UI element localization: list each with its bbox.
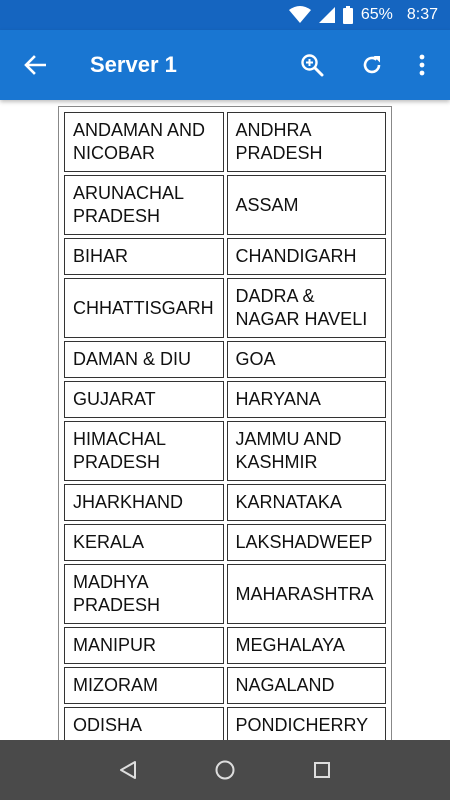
state-cell[interactable]: LAKSHADWEEP <box>227 524 387 561</box>
table-row <box>64 421 386 481</box>
state-cell[interactable]: ANDHRA PRADESH <box>227 112 387 172</box>
state-cell[interactable]: CHHATTISGARH <box>64 278 224 338</box>
table-row <box>64 564 386 624</box>
more-vert-icon <box>419 54 425 76</box>
state-cell[interactable]: JHARKHAND <box>64 484 224 521</box>
table-row <box>64 381 386 418</box>
state-cell[interactable]: MANIPUR <box>64 627 224 664</box>
table-row <box>64 238 386 275</box>
state-cell[interactable]: MEGHALAYA <box>227 627 387 664</box>
wifi-icon <box>289 6 311 24</box>
state-cell[interactable]: HARYANA <box>227 381 387 418</box>
state-cell[interactable]: GUJARAT <box>64 381 224 418</box>
back-button[interactable] <box>0 30 70 100</box>
back-nav-button[interactable] <box>108 750 148 790</box>
state-cell[interactable]: GOA <box>227 341 387 378</box>
table-row <box>64 524 386 561</box>
table-row <box>64 627 386 664</box>
home-nav-button[interactable] <box>205 750 245 790</box>
table-row <box>64 484 386 521</box>
content-area[interactable] <box>0 100 450 740</box>
table-row <box>64 341 386 378</box>
table-row <box>64 707 386 740</box>
state-cell[interactable]: HIMACHAL PRADESH <box>64 421 224 481</box>
page-title: Server 1 <box>90 52 177 77</box>
state-cell[interactable]: BIHAR <box>64 238 224 275</box>
status-bar <box>0 0 450 30</box>
state-cell[interactable]: MADHYA PRADESH <box>64 564 224 624</box>
signal-icon <box>319 7 335 23</box>
table-row <box>64 112 386 172</box>
state-cell[interactable]: MAHARASHTRA <box>227 564 387 624</box>
refresh-button[interactable] <box>342 30 402 100</box>
state-cell[interactable]: ARUNACHAL PRADESH <box>64 175 224 235</box>
triangle-back-icon <box>119 760 137 780</box>
table-row <box>64 278 386 338</box>
refresh-icon <box>360 53 384 77</box>
navigation-bar <box>0 740 450 800</box>
state-cell[interactable]: KERALA <box>64 524 224 561</box>
table-row <box>64 667 386 704</box>
arrow-back-icon <box>24 55 46 75</box>
zoom-in-icon <box>300 53 324 77</box>
table-row <box>64 175 386 235</box>
state-cell[interactable]: ODISHA <box>64 707 224 740</box>
state-cell[interactable]: DADRA & NAGAR HAVELI <box>227 278 387 338</box>
state-cell[interactable]: ANDAMAN AND NICOBAR <box>64 112 224 172</box>
battery-icon <box>343 6 353 24</box>
state-cell[interactable]: KARNATAKA <box>227 484 387 521</box>
state-cell[interactable]: NAGALAND <box>227 667 387 704</box>
state-cell[interactable]: MIZORAM <box>64 667 224 704</box>
app-bar <box>0 30 450 100</box>
zoom-button[interactable] <box>282 30 342 100</box>
state-table-body <box>64 112 386 740</box>
state-cell[interactable]: CHANDIGARH <box>227 238 387 275</box>
recents-nav-button[interactable] <box>302 750 342 790</box>
battery-percent: 65% <box>360 6 393 23</box>
state-cell[interactable]: DAMAN & DIU <box>64 341 224 378</box>
more-options-button[interactable] <box>402 30 442 100</box>
clock: 8:37 <box>406 6 438 23</box>
state-cell[interactable]: ASSAM <box>227 175 387 235</box>
state-cell[interactable]: PONDICHERRY <box>227 707 387 740</box>
square-recents-icon <box>313 761 331 779</box>
state-cell[interactable]: JAMMU AND KASHMIR <box>227 421 387 481</box>
circle-home-icon <box>214 759 236 781</box>
state-table <box>58 106 392 740</box>
